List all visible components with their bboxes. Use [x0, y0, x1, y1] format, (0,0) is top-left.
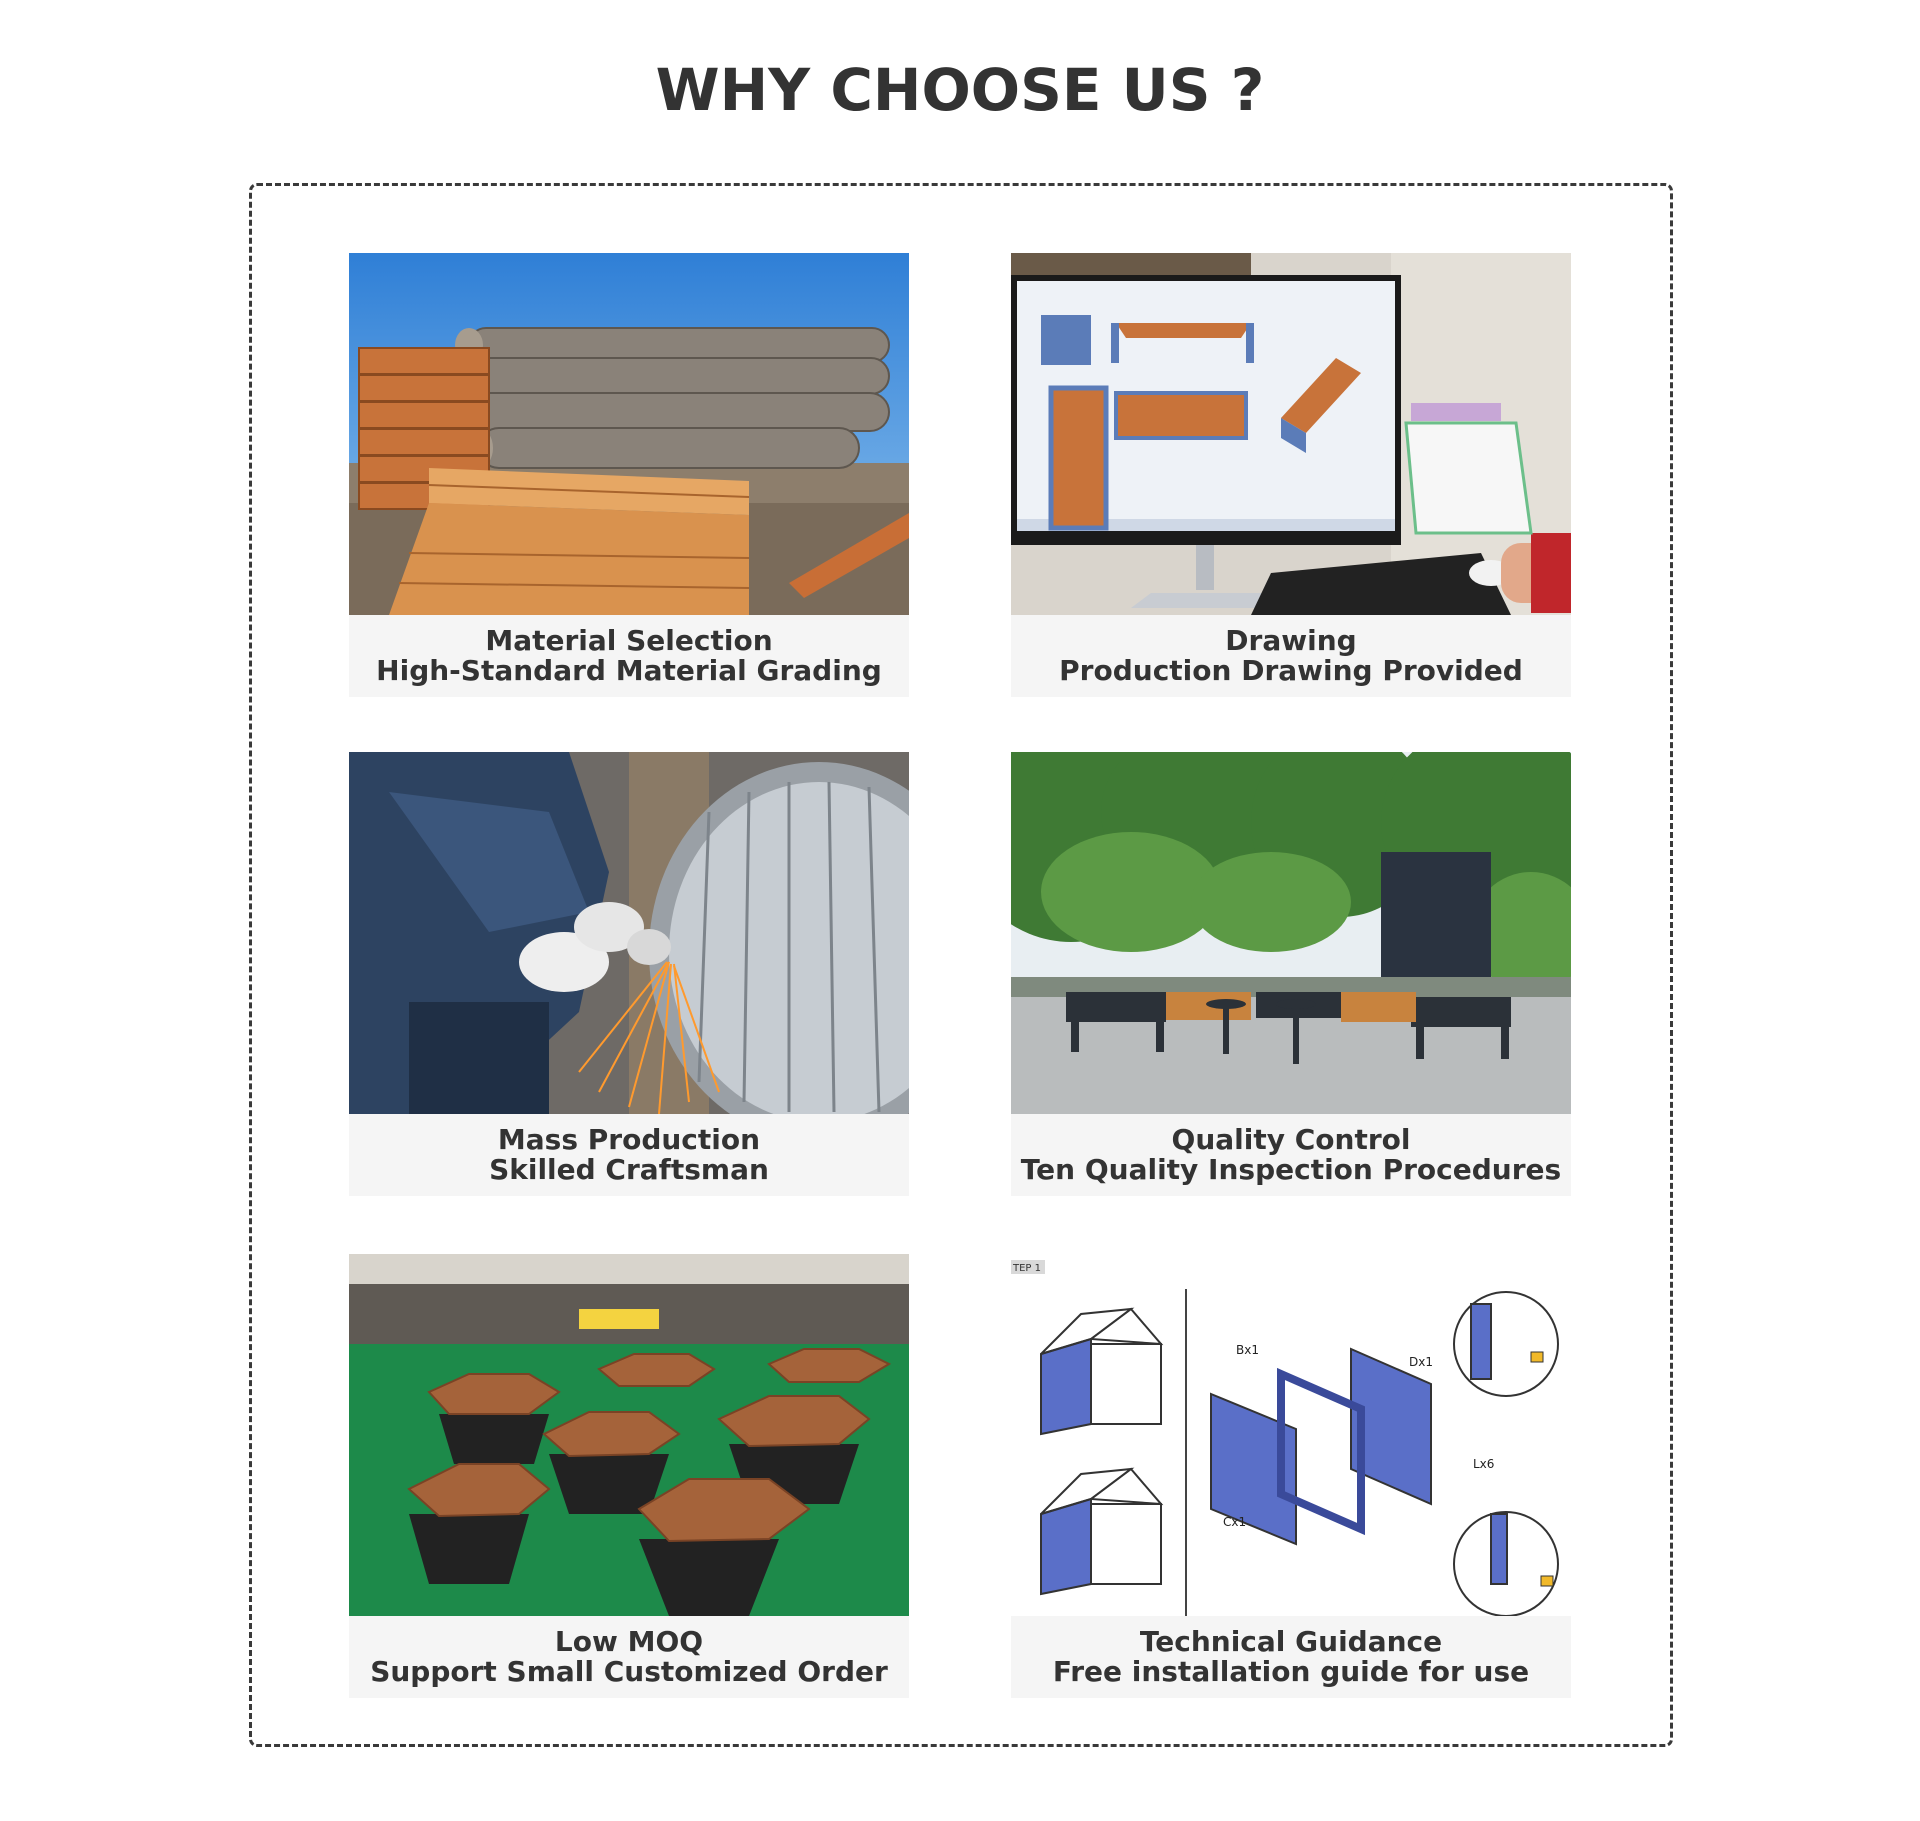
- diagram-label-b: Bx1: [1236, 1343, 1259, 1357]
- card-title: Material Selection: [485, 624, 773, 657]
- feature-card-moq: [349, 1254, 909, 1698]
- card-title: Technical Guidance: [1139, 1625, 1443, 1658]
- card-title: Mass Production: [497, 1123, 761, 1156]
- outdoor-benches-photo: [1011, 752, 1571, 1114]
- hexagon-stools-photo: [349, 1254, 909, 1616]
- installation-diagram: [1011, 1254, 1571, 1616]
- feature-card-production: [349, 752, 909, 1196]
- card-subtitle: Ten Quality Inspection Procedures: [1020, 1153, 1562, 1186]
- feature-card-guidance: [1011, 1254, 1571, 1698]
- card-subtitle: Support Small Customized Order: [370, 1655, 888, 1688]
- feature-card-drawing: [1011, 253, 1571, 697]
- card-subtitle: High-Standard Material Grading: [376, 654, 882, 687]
- cad-drawing-monitor-photo: [1011, 253, 1571, 615]
- feature-card-material: [349, 253, 909, 697]
- metal-grinding-photo: [349, 752, 909, 1114]
- diagram-label-d: Dx1: [1409, 1355, 1433, 1369]
- card-subtitle: Free installation guide for use: [1052, 1655, 1530, 1688]
- feature-card-quality: [1011, 752, 1571, 1196]
- card-subtitle: Production Drawing Provided: [1059, 654, 1523, 687]
- diagram-label-l: Lx6: [1473, 1457, 1495, 1471]
- card-title: Low MOQ: [554, 1625, 704, 1658]
- page-title: WHY CHOOSE US ?: [655, 56, 1265, 124]
- card-title: Quality Control: [1171, 1123, 1411, 1156]
- diagram-step-label: TEP 1: [1013, 1263, 1041, 1274]
- timber-yard-photo: [349, 253, 909, 615]
- card-title: Drawing: [1225, 624, 1357, 657]
- diagram-label-c: Cx1: [1223, 1515, 1247, 1529]
- card-subtitle: Skilled Craftsman: [489, 1153, 769, 1186]
